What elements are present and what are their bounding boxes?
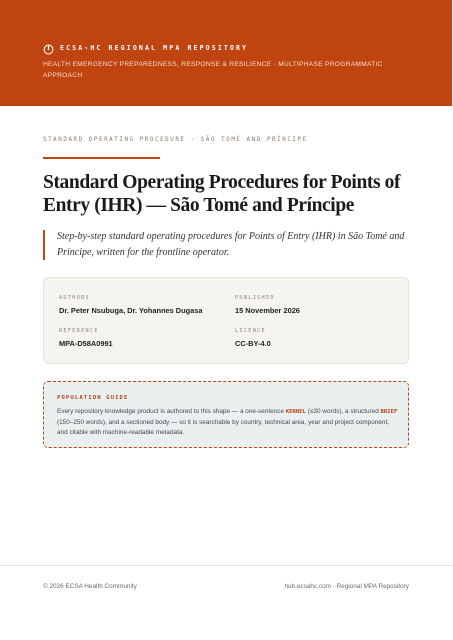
brand[interactable] [43,42,248,53]
guide-text-3: (150–250 words), and a sectioned body — so it is searchable by country, technical area, year and project component, and citable with machine-readable metadata. [57,418,390,437]
power-logo-icon [43,42,54,53]
kernel-term: KERNEL [285,409,306,415]
guide-text-1: Every repository knowledge product is authored to this shape — a one-sentence [57,408,286,415]
brief-term: BRIEF [380,409,398,415]
footer-copyright: © 2026 ECSA Health Community [43,583,137,590]
footer-divider [0,565,453,566]
licence-label: LICENCE [235,328,266,334]
population-guide [43,381,409,448]
licence-value: CC-BY-4.0 [235,339,271,348]
authors-label: AUTHORS [59,295,90,301]
published-label: PUBLISHED [235,295,275,301]
guide-text-2: (≤30 words), a structured [306,408,381,415]
document-lede: Step-by-step standard operating procedures for Points of Entry (IHR) in São Tomé and Príncipe, written for the frontline operator. [57,231,405,258]
reference-label: REFERENCE [59,328,99,334]
guide-body [57,407,399,439]
footer-site-link[interactable]: hub.ecsahc.com · Regional MPA Repository [284,583,409,590]
authors-value: Dr. Peter Nsubuga, Dr. Yohannes Dugasa [59,306,203,315]
reference-value: MPA-D58A0991 [59,339,113,348]
metadata-card [43,277,409,364]
page-title: Standard Operating Procedures for Points of Entry (IHR) — São Tomé and Príncipe [43,172,401,216]
document-eyebrow: STANDARD OPERATING PROCEDURE · SÃO TOMÉ AND PRÍNCIPE [43,137,308,143]
eyebrow-divider [43,157,160,159]
site-header [0,0,452,106]
published-value: 15 November 2026 [235,306,300,315]
lede-accent-bar [43,230,45,260]
brand-name: ECSA-HC REGIONAL MPA REPOSITORY [60,43,249,52]
header-tagline: HEALTH EMERGENCY PREPAREDNESS, RESPONSE & RESILIENCE · MULTIPHASE PROGRAMMATIC APPROACH [43,61,383,79]
guide-title: POPULATION GUIDE [57,395,129,401]
